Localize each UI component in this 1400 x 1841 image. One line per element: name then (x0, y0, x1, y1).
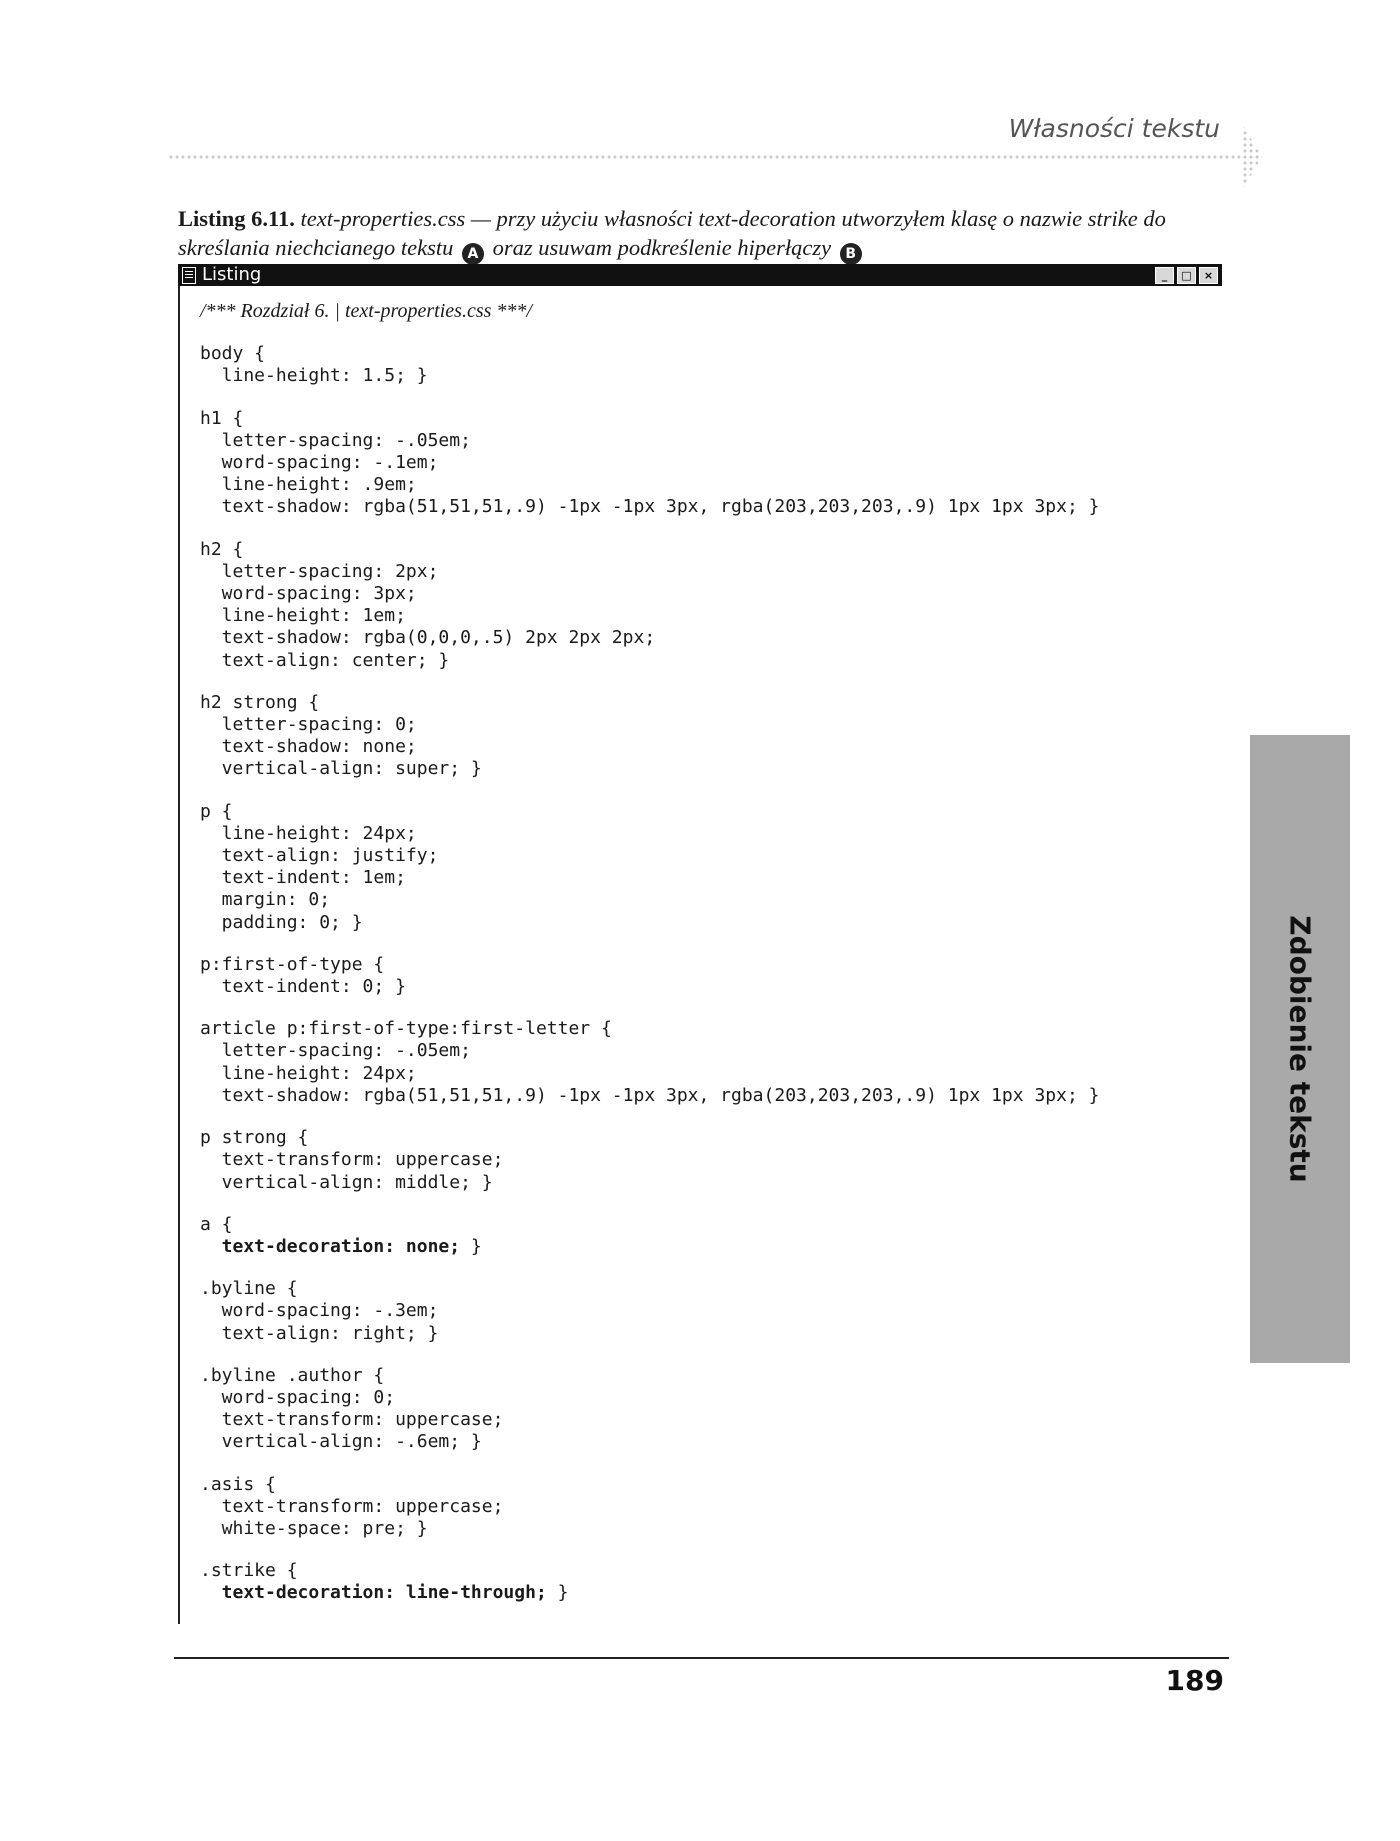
code-line: text-shadow: rgba(0,0,0,.5) 2px 2px 2px; (200, 627, 656, 649)
header-corner-ornament (1242, 124, 1262, 190)
code-line: text-shadow: rgba(51,51,51,.9) -1px -1px 3px, rgba(203,203,203,.9) 1px 1px 3px; } (200, 496, 1100, 518)
code-line (200, 1236, 482, 1257)
code-line: text-transform: uppercase; (200, 1495, 504, 1517)
code-block-gap (200, 1540, 1099, 1560)
code-line: text-shadow: rgba(51,51,51,.9) -1px -1px 3px, rgba(203,203,203,.9) 1px 1px 3px; } (200, 1084, 1100, 1106)
code-block-gap (200, 934, 1099, 954)
code-line: h2 { (200, 538, 244, 560)
code-line: vertical-align: middle; } (200, 1171, 493, 1193)
listing-window-titlebar (178, 264, 1222, 286)
code-line: line-height: 1em; (200, 605, 406, 627)
code-block-gap (200, 672, 1099, 692)
listing-caption-text: text-properties.css — przy użyciu własności text-decoration utworzyłem klasę o nazwie strike do skreślania niechcianego tekstu (178, 206, 1166, 260)
window-title: Listing (202, 264, 262, 285)
code-line: word-spacing: 0; (200, 1386, 396, 1408)
code-block-gap (200, 323, 1099, 343)
code-line: p:first-of-type { (200, 953, 385, 975)
code-block-gap (200, 519, 1099, 539)
code-line: text-transform: uppercase; (200, 1149, 504, 1171)
code-block-gap (200, 1345, 1099, 1365)
code-line: article p:first-of-type:first-letter { (200, 1018, 612, 1040)
listing-label: Listing 6.11. (178, 206, 295, 231)
close-button[interactable]: × (1199, 267, 1218, 284)
header-dotted-rule (168, 154, 1260, 160)
code-block-gap (200, 781, 1099, 801)
code-block-gap (200, 998, 1099, 1018)
marker-a-icon: A (462, 243, 484, 265)
document-icon (182, 267, 196, 284)
code-line: h1 { (200, 407, 244, 429)
minimize-button[interactable]: _ (1155, 267, 1174, 284)
code-line: p { (200, 800, 233, 822)
code-line: line-height: 24px; (200, 1062, 417, 1084)
code-line-emphasis: text-decoration: none; (200, 1235, 461, 1257)
code-block-gap (200, 388, 1099, 408)
code-line (200, 1582, 568, 1603)
code-line: text-transform: uppercase; (200, 1409, 504, 1431)
code-line: text-align: justify; (200, 845, 439, 867)
code-line: a { (200, 1213, 233, 1235)
code-line-rest: } (546, 1582, 569, 1604)
code-line: line-height: .9em; (200, 474, 417, 496)
code-block-gap (200, 1194, 1099, 1214)
footer-rule (174, 1657, 1229, 1659)
code-line: vertical-align: -.6em; } (200, 1431, 482, 1453)
marker-b-icon: B (840, 243, 862, 265)
code-line: letter-spacing: -.05em; (200, 429, 471, 451)
code-line: .strike { (200, 1560, 298, 1582)
code-line: text-indent: 0; } (200, 976, 406, 998)
running-header: Własności tekstu (1008, 114, 1220, 143)
chapter-tab-label: Zdobienie tekstu (1283, 915, 1317, 1183)
code-line: .asis { (200, 1473, 276, 1495)
code-line: letter-spacing: 2px; (200, 560, 439, 582)
code-line: word-spacing: -.1em; (200, 452, 439, 474)
code-line: line-height: 24px; (200, 822, 417, 844)
code-comment: /*** Rozdział 6. | text-properties.css ***/ (200, 300, 532, 322)
code-line: white-space: pre; } (200, 1517, 428, 1539)
page-number: 189 (1165, 1664, 1224, 1697)
code-line: letter-spacing: -.05em; (200, 1040, 471, 1062)
code-line: .byline { (200, 1278, 298, 1300)
chapter-side-tab (1250, 735, 1350, 1363)
maximize-button[interactable]: □ (1177, 267, 1196, 284)
code-line: line-height: 1.5; } (200, 365, 428, 387)
code-line: letter-spacing: 0; (200, 714, 417, 736)
code-line: margin: 0; (200, 889, 331, 911)
code-line: word-spacing: -.3em; (200, 1300, 439, 1322)
window-controls (1155, 267, 1218, 284)
code-line: padding: 0; } (200, 911, 363, 933)
code-block-gap (200, 1107, 1099, 1127)
code-listing (200, 300, 1099, 1605)
code-block-gap (200, 1258, 1099, 1278)
code-line: text-indent: 1em; (200, 867, 406, 889)
code-block-gap (200, 1454, 1099, 1474)
code-line: h2 strong { (200, 691, 320, 713)
listing-caption (178, 204, 1218, 265)
code-line: word-spacing: 3px; (200, 583, 417, 605)
code-line: vertical-align: super; } (200, 758, 482, 780)
code-line: text-align: center; } (200, 649, 450, 671)
code-line: body { (200, 343, 266, 365)
code-line-rest: } (460, 1235, 482, 1257)
listing-caption-text-2: oraz usuwam podkreślenie hiperłączy (486, 235, 837, 260)
code-line: text-shadow: none; (200, 736, 417, 758)
code-line: .byline .author { (200, 1364, 385, 1386)
code-line: p strong { (200, 1127, 309, 1149)
code-line-emphasis: text-decoration: line-through; (200, 1582, 547, 1604)
code-line: text-align: right; } (200, 1322, 439, 1344)
